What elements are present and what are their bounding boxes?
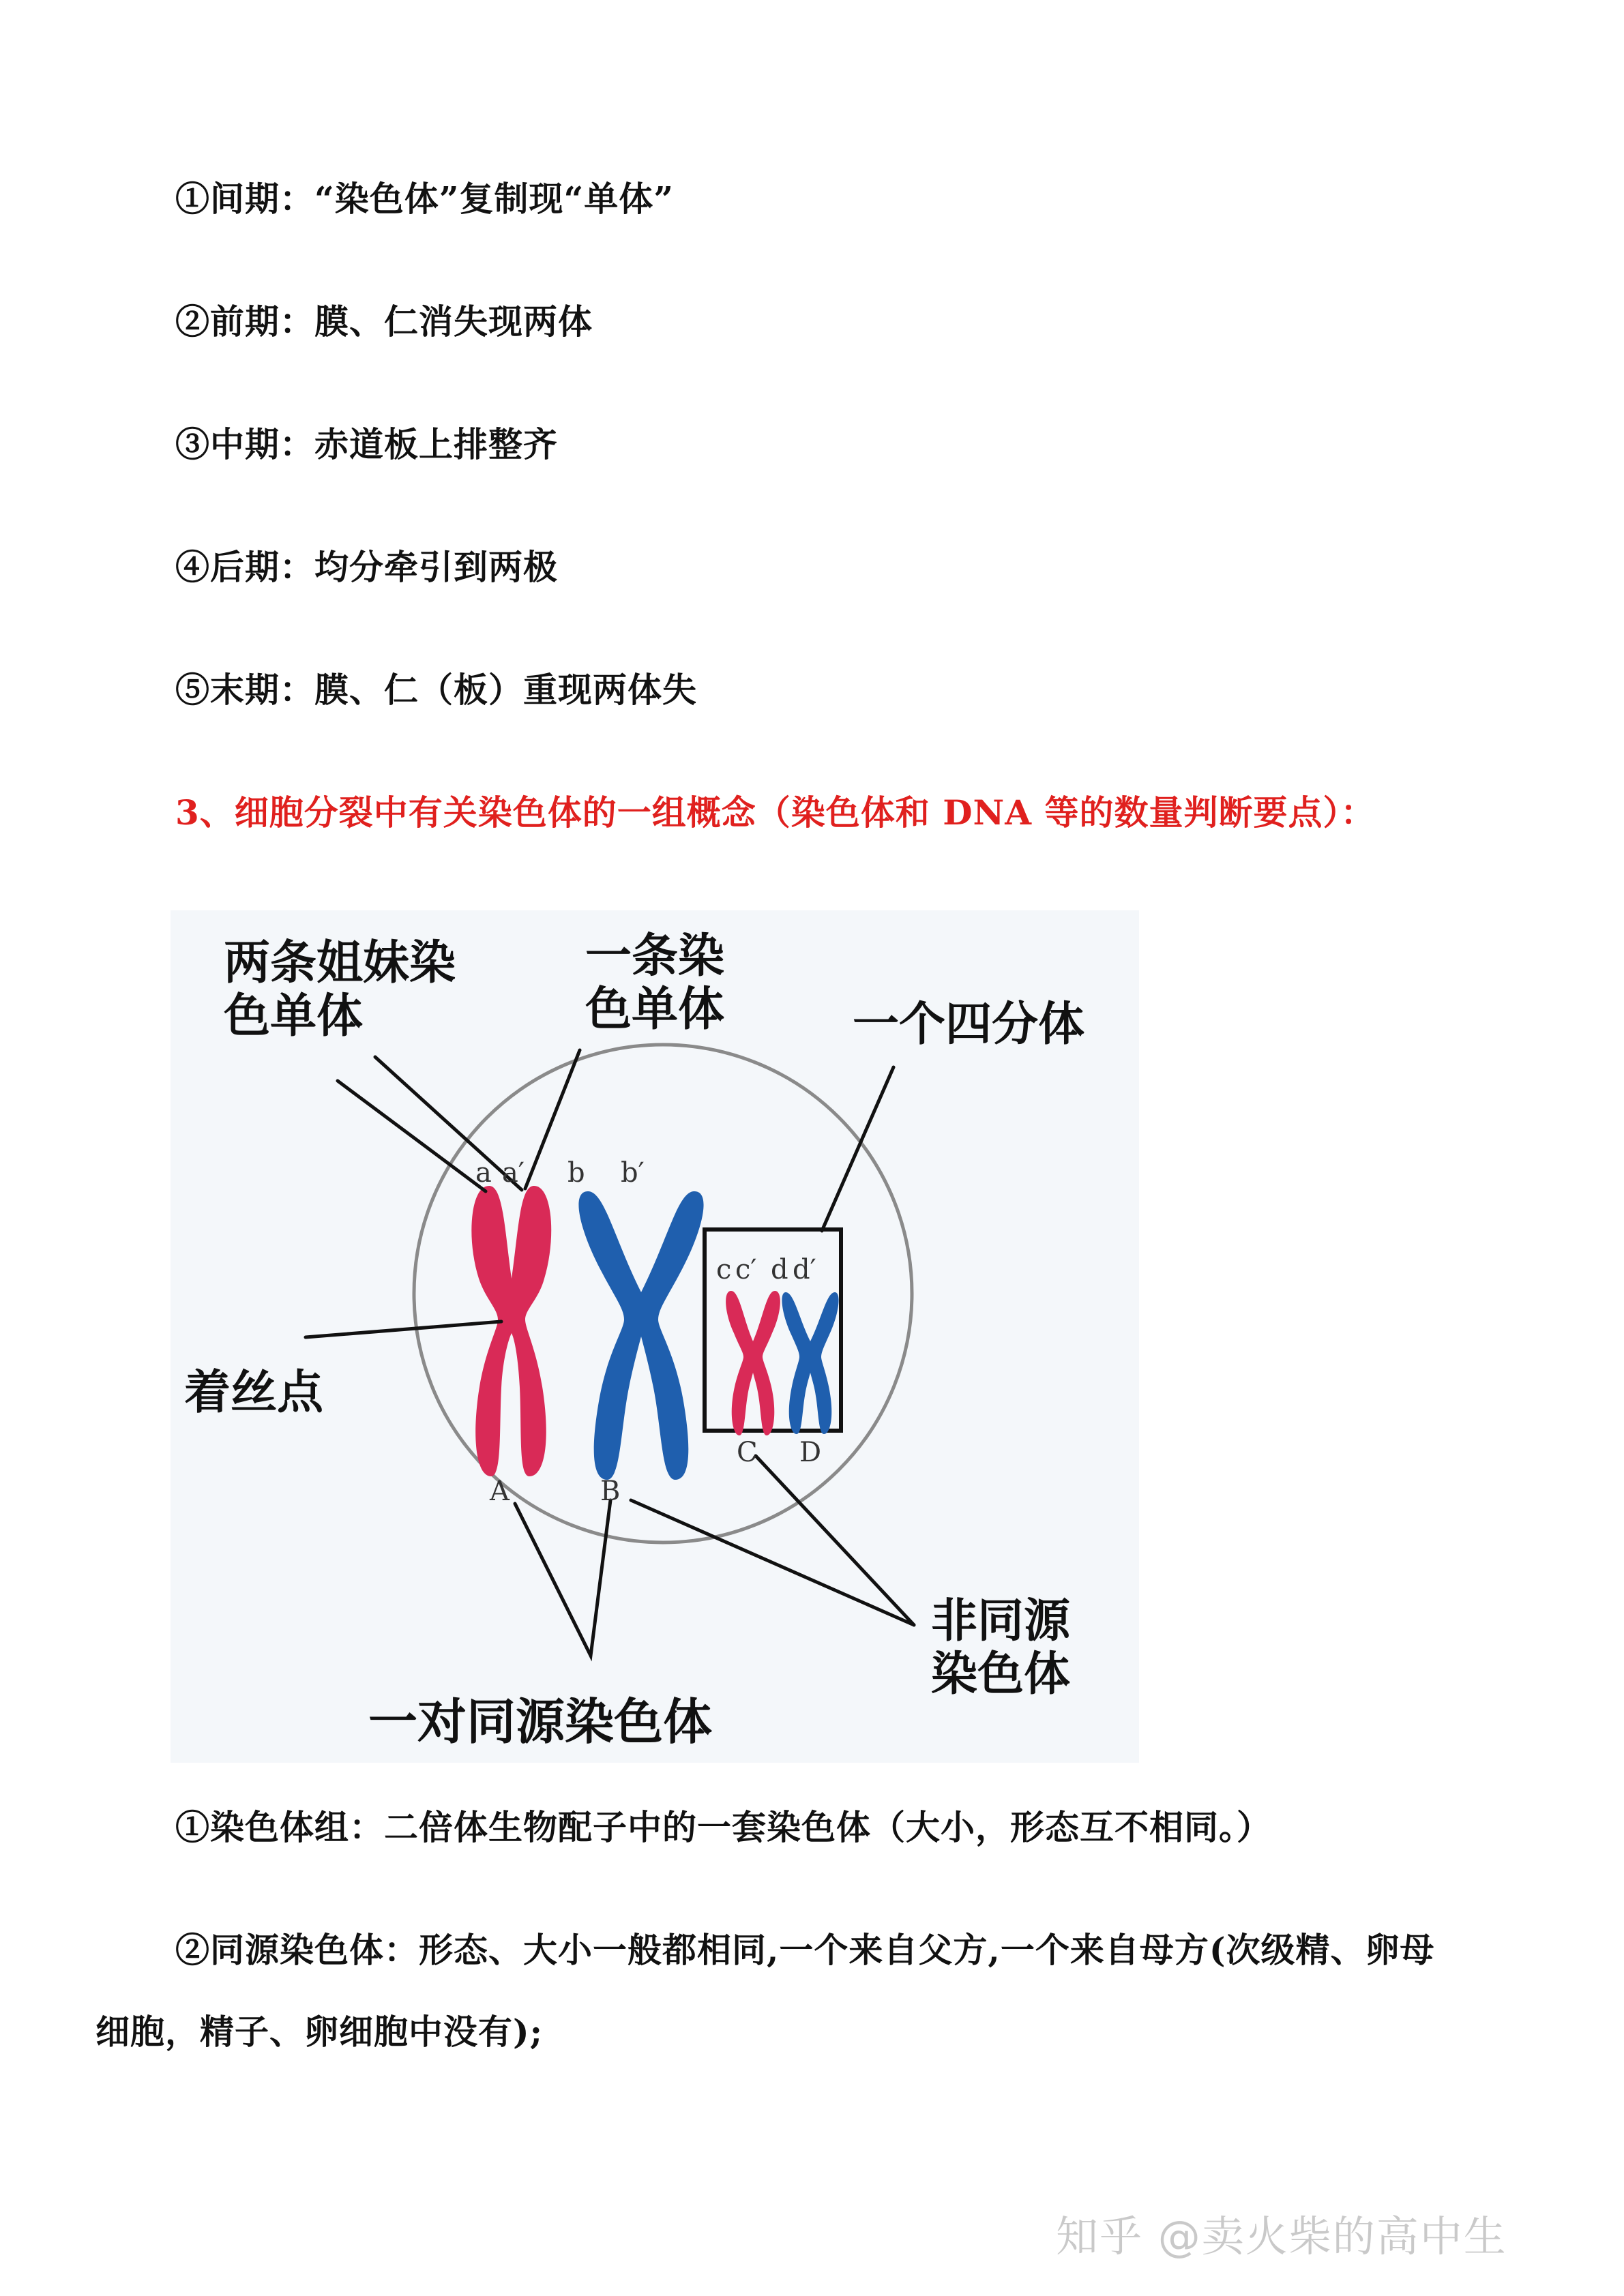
- label-nonhomologous-1: 非同源: [931, 1594, 1071, 1648]
- chromosome-concept-figure: [171, 910, 1139, 1763]
- label-sister-chromatids-2: 色单体: [224, 989, 364, 1043]
- stage-anaphase: ④后期：均分牵引到两极: [175, 547, 558, 587]
- label-homologous-pair: 一对同源染色体: [368, 1693, 713, 1750]
- label-single-chromatid-1: 一条染: [585, 929, 725, 983]
- concept-homologous-line1: ②同源染色体：形态、大小一般都相同,一个来自父方,一个来自母方(次级精、卵母: [175, 1930, 1435, 1970]
- label-single-chromatid-2: 色单体: [585, 983, 725, 1037]
- letter-a: a: [475, 1157, 492, 1189]
- letter-d: d: [771, 1254, 788, 1285]
- stage-prophase: ②前期：膜、仁消失现两体: [175, 301, 593, 342]
- letter-c: c: [716, 1254, 732, 1285]
- letter-b: b: [567, 1157, 585, 1189]
- label-sister-chromatids-1: 两条姐妹染: [224, 936, 456, 990]
- label-nonhomologous-2: 染色体: [931, 1648, 1071, 1701]
- label-centromere: 着丝点: [184, 1366, 324, 1420]
- letter-c-prime: c′: [735, 1254, 757, 1285]
- letter-d-prime: d′: [793, 1254, 816, 1285]
- stage-interphase: ①间期：“染色体”复制现“单体”: [175, 179, 675, 219]
- stage-telophase: ⑤末期：膜、仁（板）重现两体失: [175, 670, 697, 710]
- label-tetrad: 一个四分体: [853, 998, 1085, 1052]
- zhihu-watermark: 知乎 @卖火柴的高中生: [1056, 2211, 1507, 2261]
- concept-chromosome-set: ①染色体组：二倍体生物配子中的一套染色体（大小，形态互不相同。）: [175, 1807, 1271, 1847]
- letter-a-prime: a′: [502, 1157, 525, 1189]
- letter-C: C: [737, 1437, 758, 1468]
- letter-A: A: [490, 1476, 510, 1507]
- concept-homologous-line2: 细胞，精子、卵细胞中没有);: [95, 2012, 544, 2052]
- letter-D: D: [799, 1437, 822, 1468]
- letter-B: B: [600, 1476, 621, 1507]
- letter-b-prime: b′: [621, 1157, 645, 1189]
- stage-metaphase: ③中期：赤道板上排整齐: [175, 424, 558, 464]
- section-heading: 3、细胞分裂中有关染色体的一组概念（染色体和 DNA 等的数量判断要点）：: [175, 792, 1376, 833]
